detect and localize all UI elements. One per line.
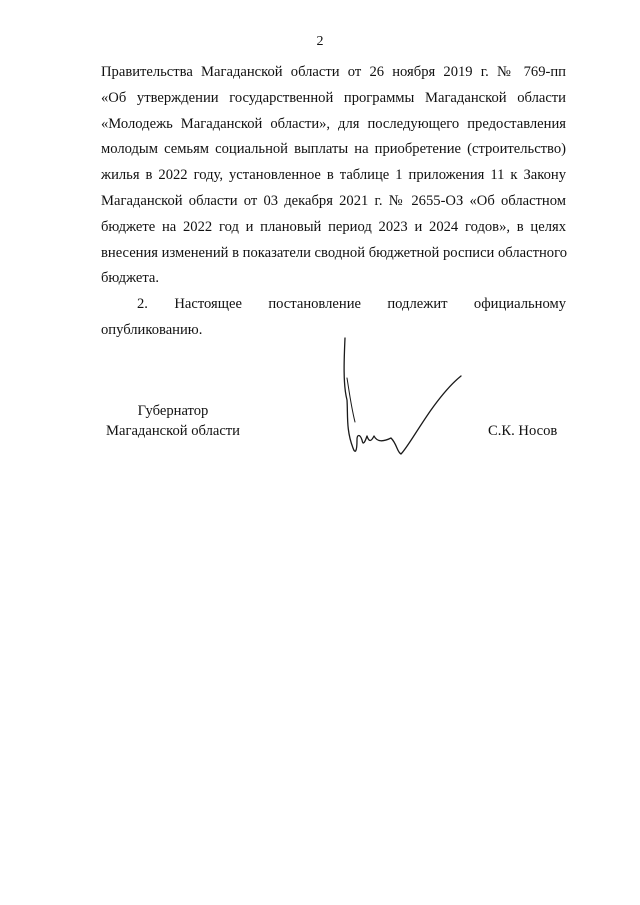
text-line: Правительства Магаданской области от 26 ноября 2019 г. № 769-пп — [101, 64, 566, 80]
position-line: Губернатор — [137, 403, 209, 419]
signatory-name: С.К. Носов — [488, 423, 558, 439]
text-line: «Об утверждении государственной программы Магаданской области — [101, 89, 566, 106]
signatory-position — [103, 401, 243, 441]
position-line: Магаданской области — [106, 423, 240, 439]
text-line: внесения изменений в показатели сводной бюджетной росписи областного — [101, 244, 568, 261]
text-line: Магаданской области от 03 декабря 2021 г. № 2655-ОЗ «Об областном — [101, 192, 566, 209]
document-body — [101, 60, 566, 344]
text-line: бюджете на 2022 год и плановый период 2023 и 2024 годов», в целях — [101, 218, 566, 235]
text-line: 2. Настоящее постановление подлежит официальному — [137, 296, 566, 313]
text-line: «Молодежь Магаданской области», для последующего предоставления — [101, 115, 566, 132]
page-number: 2 — [316, 34, 324, 49]
paragraph-2 — [101, 292, 566, 344]
handwritten-signature — [335, 330, 475, 465]
paragraph-1 — [101, 60, 566, 292]
text-line: молодым семьям социальной выплаты на приобретение (строительство) — [101, 141, 566, 158]
text-line: жилья в 2022 году, установленное в таблице 1 приложения 11 к Закону — [101, 167, 566, 184]
text-line: опубликованию. — [101, 321, 203, 338]
text-line: бюджета. — [101, 270, 160, 287]
